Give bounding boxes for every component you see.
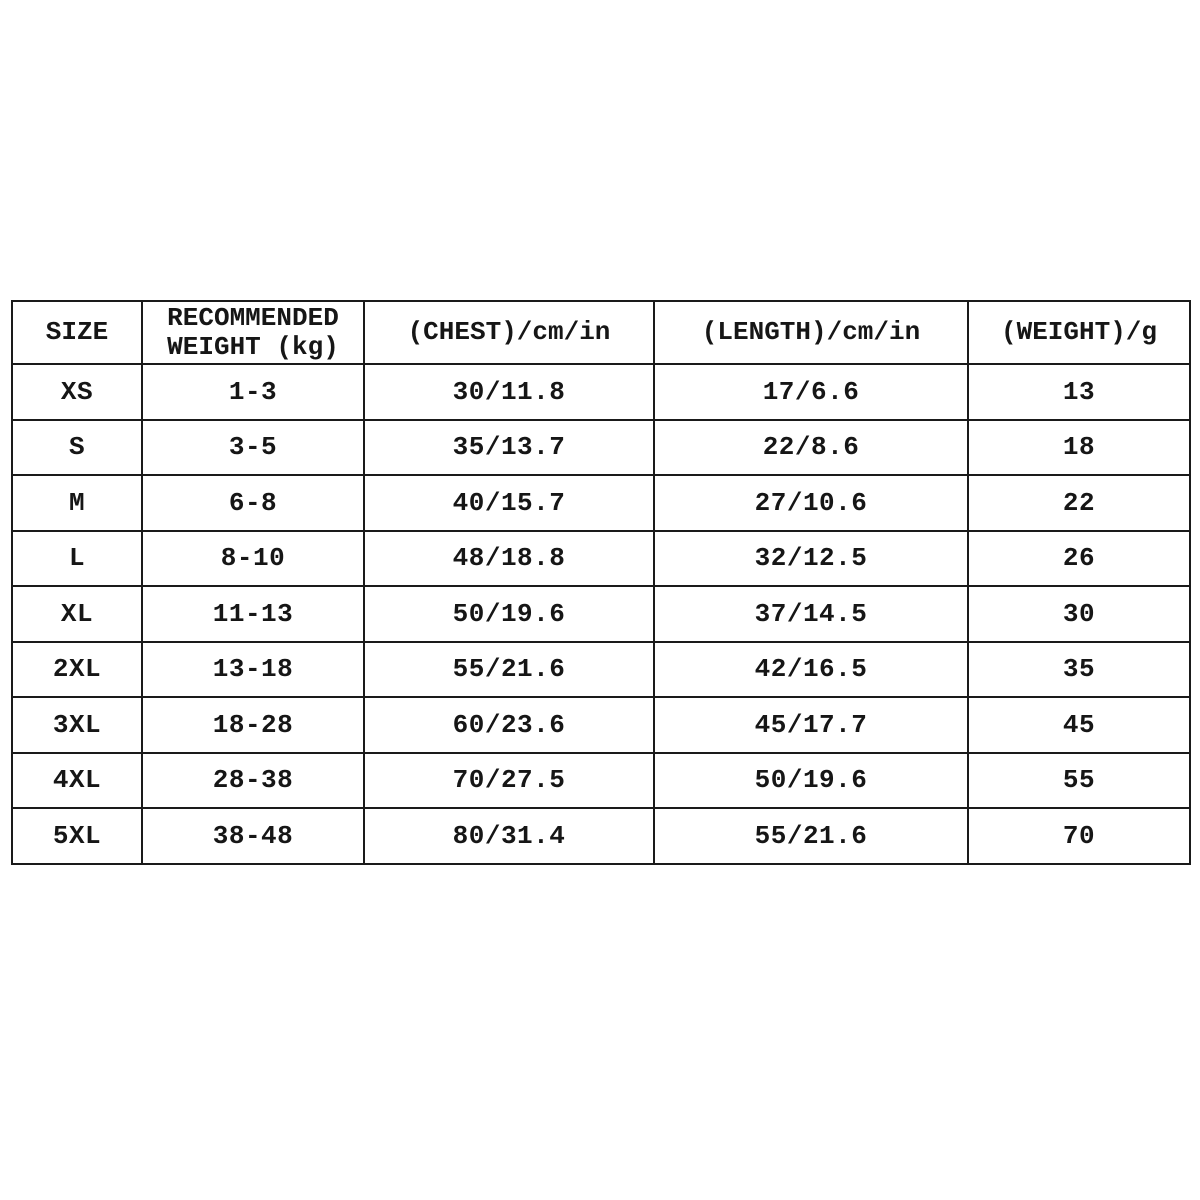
table-cell: 5XL bbox=[12, 808, 142, 864]
table-cell: 17/6.6 bbox=[654, 364, 968, 420]
size-chart-table bbox=[11, 300, 1191, 865]
table-cell: 3-5 bbox=[142, 420, 364, 476]
table-cell: S bbox=[12, 420, 142, 476]
table-cell: 70 bbox=[968, 808, 1190, 864]
table-cell: 60/23.6 bbox=[364, 697, 654, 753]
table-cell: L bbox=[12, 531, 142, 587]
table-cell: 18 bbox=[968, 420, 1190, 476]
table-cell: 8-10 bbox=[142, 531, 364, 587]
table-cell: M bbox=[12, 475, 142, 531]
table-cell: 38-48 bbox=[142, 808, 364, 864]
table-cell: 18-28 bbox=[142, 697, 364, 753]
table-cell: 55/21.6 bbox=[364, 642, 654, 698]
table-cell: XL bbox=[12, 586, 142, 642]
table-cell: 26 bbox=[968, 531, 1190, 587]
table-cell: 27/10.6 bbox=[654, 475, 968, 531]
table-cell: 2XL bbox=[12, 642, 142, 698]
column-header-recommended-weight: RECOMMENDED WEIGHT (kg) bbox=[142, 301, 364, 364]
table-row bbox=[12, 586, 1190, 642]
table-cell: 35 bbox=[968, 642, 1190, 698]
table-row bbox=[12, 808, 1190, 864]
column-header-weight: (WEIGHT)/g bbox=[968, 301, 1190, 364]
column-header-chest: (CHEST)/cm/in bbox=[364, 301, 654, 364]
table-cell: 70/27.5 bbox=[364, 753, 654, 809]
table-cell: 80/31.4 bbox=[364, 808, 654, 864]
table-cell: 55/21.6 bbox=[654, 808, 968, 864]
table-cell: 37/14.5 bbox=[654, 586, 968, 642]
table-cell: 42/16.5 bbox=[654, 642, 968, 698]
table-cell: 32/12.5 bbox=[654, 531, 968, 587]
size-chart-container bbox=[11, 300, 1189, 865]
size-chart-header-row bbox=[12, 301, 1190, 364]
table-cell: XS bbox=[12, 364, 142, 420]
table-cell: 50/19.6 bbox=[364, 586, 654, 642]
table-row bbox=[12, 531, 1190, 587]
table-cell: 45 bbox=[968, 697, 1190, 753]
table-row bbox=[12, 753, 1190, 809]
table-cell: 45/17.7 bbox=[654, 697, 968, 753]
column-header-length: (LENGTH)/cm/in bbox=[654, 301, 968, 364]
table-cell: 13 bbox=[968, 364, 1190, 420]
table-cell: 30/11.8 bbox=[364, 364, 654, 420]
table-row bbox=[12, 475, 1190, 531]
table-cell: 3XL bbox=[12, 697, 142, 753]
table-cell: 50/19.6 bbox=[654, 753, 968, 809]
table-cell: 1-3 bbox=[142, 364, 364, 420]
size-chart-body bbox=[12, 364, 1190, 864]
table-cell: 11-13 bbox=[142, 586, 364, 642]
table-cell: 22/8.6 bbox=[654, 420, 968, 476]
table-cell: 48/18.8 bbox=[364, 531, 654, 587]
table-cell: 30 bbox=[968, 586, 1190, 642]
table-cell: 13-18 bbox=[142, 642, 364, 698]
table-row bbox=[12, 364, 1190, 420]
column-header-size: SIZE bbox=[12, 301, 142, 364]
table-cell: 28-38 bbox=[142, 753, 364, 809]
table-cell: 35/13.7 bbox=[364, 420, 654, 476]
table-cell: 22 bbox=[968, 475, 1190, 531]
table-row bbox=[12, 420, 1190, 476]
table-cell: 55 bbox=[968, 753, 1190, 809]
table-cell: 6-8 bbox=[142, 475, 364, 531]
table-row bbox=[12, 697, 1190, 753]
table-cell: 40/15.7 bbox=[364, 475, 654, 531]
table-cell: 4XL bbox=[12, 753, 142, 809]
table-row bbox=[12, 642, 1190, 698]
